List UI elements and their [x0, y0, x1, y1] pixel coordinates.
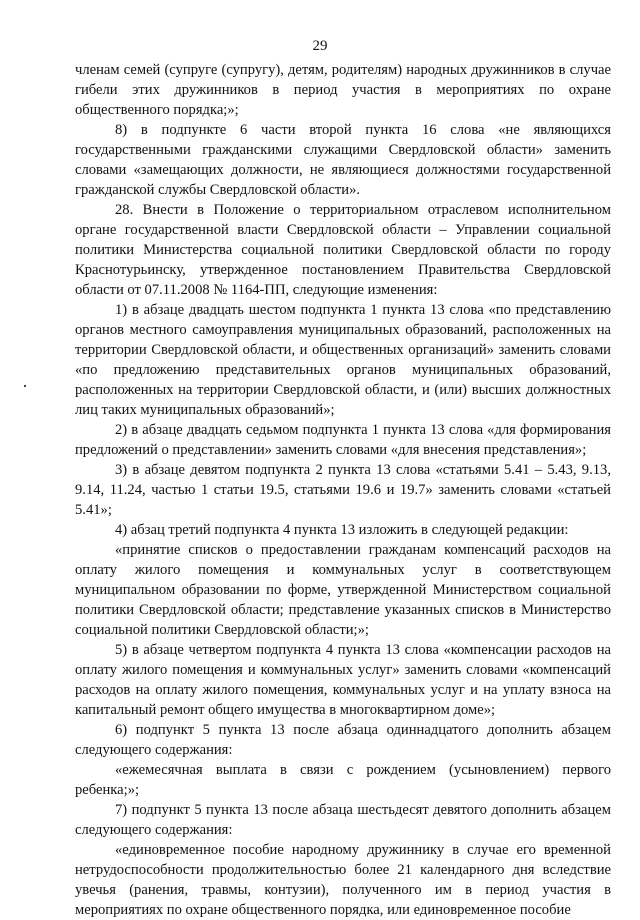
paragraph: 3) в абзаце девятом подпункта 2 пункта 13 слова «статьями 5.41 – 5.43, 9.13, 9.14, 11.24, частью 1 статьи 19.5, статьями 19.6 и 19.7» заменить словами «статьей 5.41»;	[75, 462, 611, 518]
document-body	[75, 60, 611, 920]
paragraph: 2) в абзаце двадцать седьмом подпункта 1 пункта 13 слова «для формирования предложений о представлении» заменить словами «для внесения представления»;	[75, 422, 611, 458]
paragraph: «ежемесячная выплата в связи с рождением (усыновлением) первого ребенка;»;	[75, 762, 611, 798]
paragraph: 8) в подпункте 6 части второй пункта 16 слова «не являющихся государственными гражданскими служащими Свердловской области» заменить словами «замещающих должности, не являющиеся должностями государственной гражданской службы Свердловской области».	[75, 122, 611, 198]
paragraph: 7) подпункт 5 пункта 13 после абзаца шестьдесят девятого дополнить абзацем следующего содержания:	[75, 802, 611, 838]
page-number: 29	[312, 38, 328, 54]
paragraph: «принятие списков о предоставлении гражданам компенсаций расходов на оплату жилого помещения и коммунальных услуг в соответствующем муниципальном образовании по форме, утвержденной Министерством социальной политики Свердловской области; представление указанных списков в Министерство социальной политики Свердловской области;»;	[75, 542, 611, 638]
paragraph: 4) абзац третий подпункта 4 пункта 13 изложить в следующей редакции:	[115, 522, 569, 538]
paragraph: 5) в абзаце четвертом подпункта 4 пункта 13 слова «компенсации расходов на оплату жилого помещения и коммунальных услуг» заменить словами «компенсаций расходов на оплату жилого помещения, коммунальных услуг и на уплату взноса на капитальный ремонт общего имущества в многоквартирном доме»;	[75, 642, 611, 718]
paragraph: членам семей (супруге (супругу), детям, родителям) народных дружинников в случае гибели этих дружинников в период участия в мероприятиях по охране общественного порядка;»;	[75, 62, 611, 118]
paragraph: 1) в абзаце двадцать шестом подпункта 1 пункта 13 слова «по представлению органов местного самоуправления муниципальных образований, расположенных на территории Свердловской области, и общественных организаций» заменить словами «по предложению представительных органов муниципальных образований, расположенных на территории Свердловской области, и (или) высших должностных лиц таких муниципальных образований»;	[75, 302, 611, 418]
paragraph: «единовременное пособие народному дружиннику в случае его временной нетрудоспособности продолжительностью более 21 календарного дня вследствие увечья (ранения, травмы, контузии), полученного им в период участия в мероприятиях по охране общественного порядка, или единовременное пособие	[75, 842, 611, 918]
paragraph: 28. Внести в Положение о территориальном отраслевом исполнительном органе государственной власти Свердловской области – Управлении социальной политики Министерства социальной политики Свердловской области по городу Краснотурьинску, утвержденное постановлением Правительства Свердловской области от 07.11.2008 № 1164-ПП, следующие изменения:	[75, 202, 611, 298]
paragraph: 6) подпункт 5 пункта 13 после абзаца одиннадцатого дополнить абзацем следующего содержания:	[75, 722, 611, 758]
scan-speck	[24, 385, 26, 387]
